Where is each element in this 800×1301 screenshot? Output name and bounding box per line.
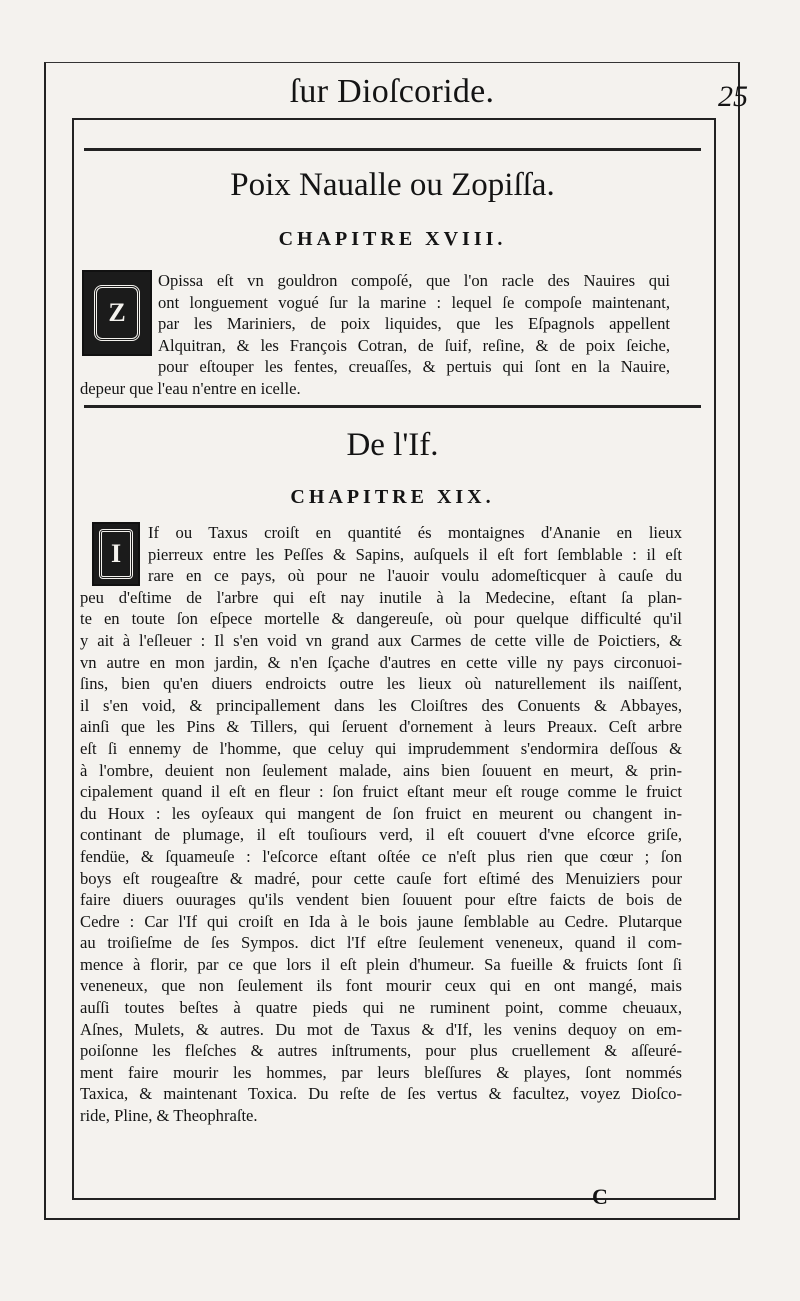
text-line: poiſonne les fleſches & autres inſtruments, pour plus cruellement & aſſeuré- [80,1041,682,1061]
text-line: boys eſt rougeaſtre & madré, pour cette cauſe fort eſtimé des Menuiziers pour [80,868,682,888]
text-line: il s'en void, & principallement dans les Cloiſtres des Conuents & Abbayes, [80,695,682,715]
text-line: vn autre en mon jardin, & n'en ſçache d'autres en cette ville ny pays circonuoi- [80,652,682,672]
chapter-heading-19: CHAPITRE XIX. [290,486,495,508]
text-line: pour eſtouper les fentes, creuaſſes, & pertuis qui ſont en la Nauire, [158,357,670,377]
text-line: mence à florir, par ce que lors il eſt plein d'humeur. Sa fueille & fruicts ſont ſi [80,954,682,974]
signature-mark: C [592,1184,608,1209]
text-line: ſins, bien qu'en diuers endroicts outre les lieux où naturellement ils naiſſent, [80,674,682,694]
text-line: ride, Pline, & Theophraſte. [80,1106,258,1126]
text-line: au troiſieſme de ſes Sympos. dict l'If eſtre ſeulement veneneux, quand il com- [80,933,682,953]
text-line: Taxica, & maintenant Toxica. Du reſte de ſes vertus & facultez, voyez Dioſco- [80,1084,682,1104]
text-line: fendüe, & ſquameuſe : l'eſcorce eſtant oſtée ce n'eſt plus rien que cœur ; ſon [80,846,682,866]
chapter-heading-18: CHAPITRE XVIII. [278,228,507,250]
text-line: te en toute ſon eſpece mortelle & dangereuſe, où pour quelque difficulté qu'il [80,609,682,629]
text-line: faire diuers ouurages qu'ils vendent bien ſouuent pour eſtre faicts de bois de [80,890,682,910]
page-number: 25 [718,80,748,113]
text-line: If ou Taxus croiſt en quantité és montaignes d'Ananie en lieux [148,523,682,542]
text-line: Aſnes, Mulets, & autres. Du mot de Taxus & d'If, les venins dequoy on em- [80,1019,682,1039]
text-line: rare en ce pays, où pour ne l'auoir voulu adomeſticquer à cauſe du [148,566,682,586]
middle-rule [84,405,701,408]
text-line: peu d'eſtime de l'arbre qui eſt nay inutile à la Medecine, eſtant ſa plan- [80,587,682,607]
text-line: veneneux, que non ſeulement ils font mourir ceux qui en ont mangé, mais [80,976,682,996]
text-line: y ait à l'eſleuer : Il s'en void vn grand aux Carmes de cette ville de Poictiers, & [80,630,682,650]
text-line: par les Mariniers, de poix liquides, que les Eſpagnols appellent [158,314,670,334]
section1-text [80,270,670,400]
text-line: Alquitran, & les François Cotran, de ſuif, reſine, & de poix ſeiche, [158,335,670,355]
running-head [44,70,740,114]
section2-text [80,522,682,1127]
section-title-zopissa: Poix Naualle ou Zopiſſa. [230,167,555,203]
section-title-if: De l'If. [346,427,439,463]
text-line: eſt ſi ennemy de l'homme, que celuy qui imprudemment s'endormira deſſous & [80,738,682,758]
text-line: continant de plumage, il eſt touſiours verd, il eſt couuert d'vne eſcorce griſe, [80,825,682,845]
top-rule [84,148,701,151]
text-line: ment faire mourir les hommes, par leurs bleſſures & playes, ſont nommés [80,1062,682,1082]
text-line: auſſi toutes beſtes à quatre pieds qui ne ruminent point, comme cheuaux, [80,998,682,1018]
text-line: du Houx : les oyſeaux qui mangent de ſon fruict en meurent ou changent in- [80,803,682,823]
text-line: ont longuement vogué ſur la marine : lequel ſe compoſe maintenant, [158,292,670,312]
dropcap-letter: I [110,539,122,568]
text-line: à l'ombre, deuient non ſeulement malade, ains bien ſouuent en meurt, & prin- [80,760,682,780]
dropcap-letter: Z [108,298,126,327]
text-line: cipalement quand il eſt en fleur : ſon fruict eſtant meur eſt rouge comme le fruict [80,782,682,802]
text-line: pierreux entre les Peſſes & Sapins, auſquels il eſt fort ſemblable : il eſt [148,544,682,564]
text-line: ainſi que les Pins & Tillers, qui ſeruent d'ornement à leurs Preaux. Ceſt arbre [80,717,682,737]
running-title: ſur Dioſcoride. [289,73,495,110]
text-line: Cedre : Car l'If qui croiſt en Ida à le bois jaune ſemblable au Cedre. Plutarque [80,911,682,931]
text-line: depeur que l'eau n'entre en icelle. [80,378,301,398]
text-line: Opissa eſt vn gouldron compoſé, que l'on racle des Nauires qui [158,271,670,290]
